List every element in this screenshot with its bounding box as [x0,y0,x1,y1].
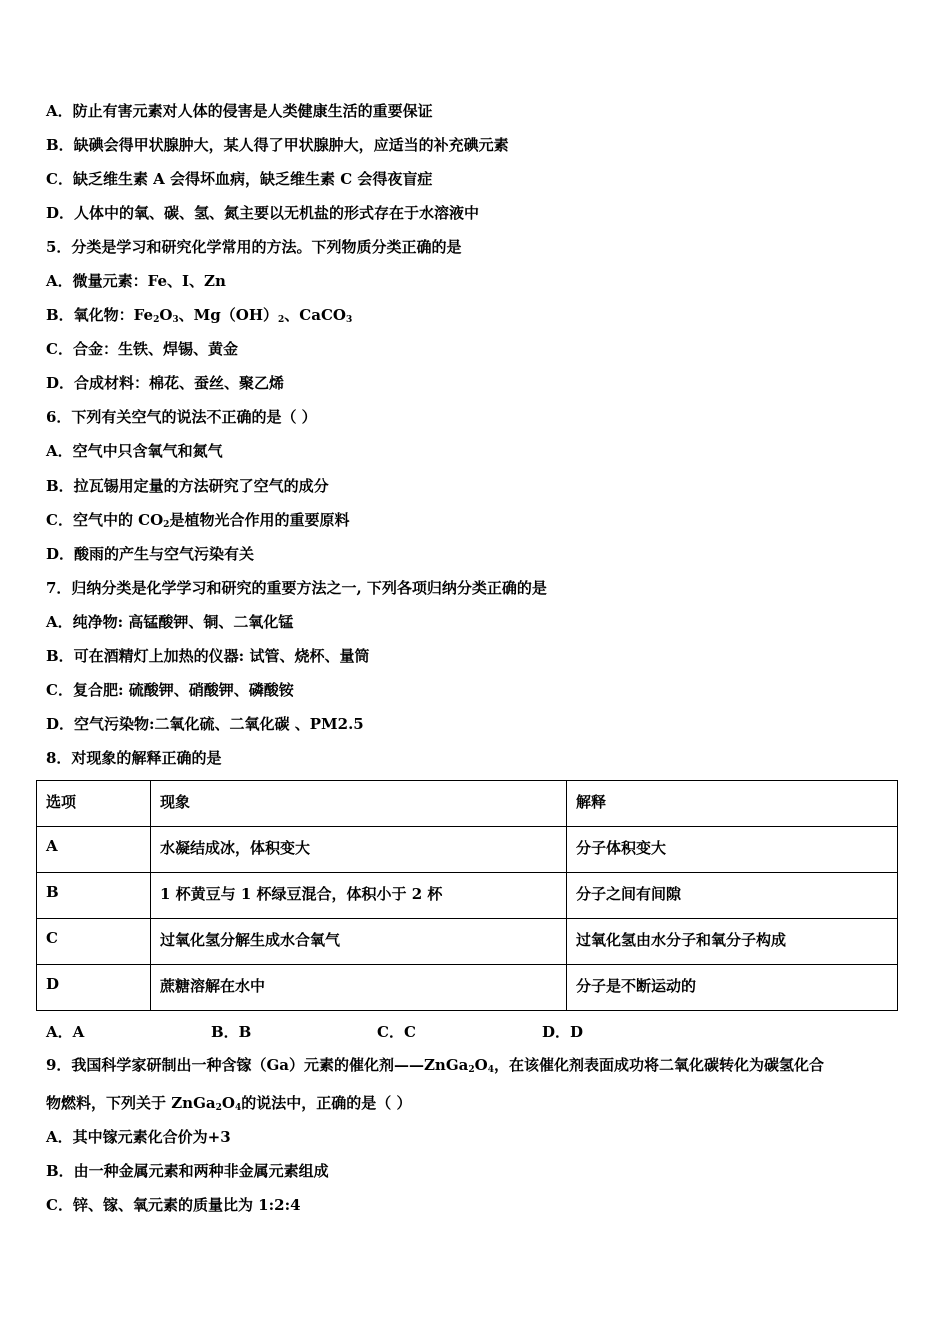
q8-stem: 8．对现象的解释正确的是 [46,749,222,767]
table-cell: C [37,919,151,965]
q6-option-d: D．酸雨的产生与空气污染有关 [46,545,255,563]
q8-choice-c: C．C [377,1023,416,1041]
q9-l2-suffix: 的说法中，正确的是（ ） [241,1094,412,1112]
q5-option-d: D．合成材料：棉花、蚕丝、聚乙烯 [46,374,285,392]
q7-option-b: B．可在酒精灯上加热的仪器: 试管、烧杯、量筒 [46,647,370,665]
q6-option-a: A．空气中只含氧气和氮气 [46,442,223,460]
table-cell: 蔗糖溶解在水中 [151,965,567,1011]
table-row [37,965,898,1011]
q9-option-a: A．其中镓元素化合价为+3 [46,1128,231,1146]
q6-c-prefix: C．空气中的 CO [46,511,164,529]
table-header-row [37,781,898,827]
q9-l1-suffix: ，在该催化剂表面成功将二氧化碳转化为碳氢化合 [493,1056,824,1074]
table-cell: 分子体积变大 [567,827,898,873]
q9-l2-sub-1: 2 [215,1103,222,1113]
q5-b-prefix: B．氧化物：Fe [46,306,154,324]
q9-l2-sub-2: 4 [234,1103,242,1113]
q6-c-suffix: 是植物光合作用的重要原料 [169,511,350,529]
q8-choice-b: B．B [211,1023,252,1041]
q5-b-text-3: 、CaCO [284,306,346,324]
q9-option-b: B．由一种金属元素和两种非金属元素组成 [46,1162,329,1180]
q5-b-sub-2: 3 [172,315,179,325]
q9-stem-line-1 [46,1055,824,1075]
q9-l2-text-1: O [221,1094,235,1112]
q5-b-sub-4: 3 [345,315,353,325]
q9-l1-text-1: O [474,1056,488,1074]
table-cell: 过氧化氢分解生成水合氧气 [151,919,567,965]
table-cell: 分子之间有间隙 [567,873,898,919]
q6-option-c [46,510,349,530]
q5-stem: 5．分类是学习和研究化学常用的方法。下列物质分类正确的是 [46,238,462,256]
q8-table [36,780,898,1011]
q5-b-sub-1: 2 [153,315,160,325]
q7-option-c: C．复合肥: 硫酸钾、硝酸钾、磷酸铵 [46,681,294,699]
q8-choices [46,1021,646,1043]
q9-option-c: C．锌、镓、氧元素的质量比为 1:2:4 [46,1196,301,1214]
q5-option-c: C．合金：生铁、焊锡、黄金 [46,340,238,358]
header-explanation: 解释 [567,781,898,827]
header-option: 选项 [37,781,151,827]
q5-option-b [46,305,352,325]
table-cell: D [37,965,151,1011]
q8-choice-a: A．A [46,1023,85,1041]
q5-option-a: A．微量元素：Fe、I、Zn [46,272,226,290]
table-row [37,827,898,873]
q9-stem-line-2 [46,1093,411,1113]
table-cell: 1 杯黄豆与 1 杯绿豆混合，体积小于 2 杯 [151,873,567,919]
q9-l1-sub-1: 2 [468,1065,475,1075]
table-cell: 过氧化氢由水分子和氧分子构成 [567,919,898,965]
q7-stem: 7．归纳分类是化学学习和研究的重要方法之一, 下列各项归纳分类正确的是 [46,579,547,597]
q6-stem: 6．下列有关空气的说法不正确的是（ ） [46,408,317,426]
q9-l1-sub-2: 4 [487,1065,494,1075]
q8-choice-d: D．D [542,1023,584,1041]
table-cell: 水凝结成冰，体积变大 [151,827,567,873]
q9-l2-prefix: 物燃料，下列关于 ZnGa [46,1094,216,1112]
table-cell: 分子是不断运动的 [567,965,898,1011]
q4-option-a: A．防止有害元素对人体的侵害是人类健康生活的重要保证 [46,102,433,120]
q4-option-d: D．人体中的氧、碳、氢、氮主要以无机盐的形式存在于水溶液中 [46,204,480,222]
table-cell: A [37,827,151,873]
header-phenomenon: 现象 [151,781,567,827]
q6-c-sub: 2 [163,520,170,530]
table-row [37,919,898,965]
q4-option-c: C．缺乏维生素 A 会得坏血病，缺乏维生素 C 会得夜盲症 [46,170,433,188]
q7-option-d: D．空气污染物:二氧化硫、二氧化碳 、PM2.5 [46,715,364,733]
q7-option-a: A．纯净物: 高锰酸钾、铜、二氧化锰 [46,613,294,631]
q9-l1-prefix: 9．我国科学家研制出一种含镓（Ga）元素的催化剂——ZnGa [46,1056,469,1074]
q5-b-sub-3: 2 [278,315,285,325]
q4-option-b: B．缺碘会得甲状腺肿大，某人得了甲状腺肿大，应适当的补充碘元素 [46,136,509,154]
q5-b-text-2: 、Mg（OH） [178,306,279,324]
table-row [37,873,898,919]
q5-b-text-1: O [159,306,173,324]
table-cell: B [37,873,151,919]
q6-option-b: B．拉瓦锡用定量的方法研究了空气的成分 [46,477,329,495]
